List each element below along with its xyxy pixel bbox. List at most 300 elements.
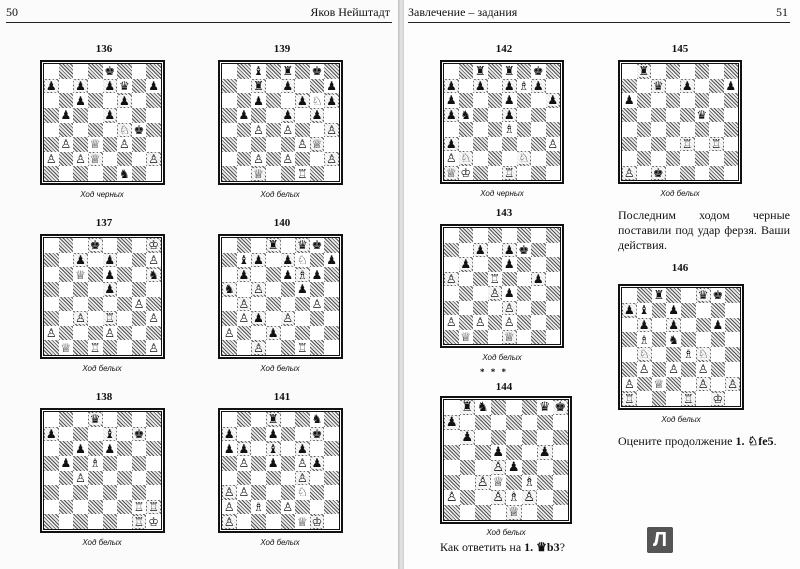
board-square xyxy=(237,412,252,427)
black-pawn-icon: ♟ xyxy=(253,252,264,267)
board-square xyxy=(324,238,339,253)
board-square xyxy=(637,166,652,181)
board-square xyxy=(502,137,517,152)
black-pawn-icon: ♟ xyxy=(75,441,86,456)
board-square xyxy=(724,64,739,79)
board-square xyxy=(59,93,74,108)
board-square xyxy=(222,427,237,442)
black-pawn-icon: ♟ xyxy=(282,267,294,282)
board-square xyxy=(88,282,103,297)
board-square xyxy=(281,412,296,427)
board-square xyxy=(680,108,695,123)
board-square xyxy=(237,253,252,268)
chess-board xyxy=(218,234,343,359)
board-square xyxy=(651,122,666,137)
black-rook-icon: ♜ xyxy=(503,64,515,79)
black-pawn-icon: ♟ xyxy=(532,271,544,286)
white-pawn-icon: ♙ xyxy=(75,470,86,485)
board-square xyxy=(666,303,681,318)
board-square xyxy=(295,427,310,442)
black-rook-icon: ♜ xyxy=(253,78,264,93)
board-square xyxy=(146,514,161,529)
board-square xyxy=(251,152,266,167)
black-pawn-icon: ♟ xyxy=(668,317,679,332)
board-square xyxy=(459,315,474,330)
board-square xyxy=(696,391,711,406)
board-square xyxy=(117,152,132,167)
board-square xyxy=(651,151,666,166)
board-square xyxy=(666,391,681,406)
board-square xyxy=(281,514,296,529)
white-rook-icon: ♖ xyxy=(710,136,722,151)
board-square xyxy=(295,514,310,529)
board-square xyxy=(59,456,74,471)
board-grid xyxy=(221,237,340,356)
board-square xyxy=(488,257,503,272)
board-square xyxy=(59,137,74,152)
board-square xyxy=(281,441,296,456)
board-square xyxy=(146,471,161,486)
problem-number: 139 xyxy=(273,43,291,55)
board-square xyxy=(88,427,103,442)
board-square xyxy=(666,332,681,347)
board-square xyxy=(310,108,325,123)
board-square xyxy=(324,340,339,355)
board-square xyxy=(444,272,459,287)
board-square xyxy=(506,505,522,520)
board-square xyxy=(117,441,132,456)
text-prefix: Оцените продолжение xyxy=(618,434,736,448)
board-square xyxy=(488,315,503,330)
board-square xyxy=(651,108,666,123)
board-square xyxy=(695,151,710,166)
board-square xyxy=(502,151,517,166)
black-knight-icon: ♞ xyxy=(119,166,130,181)
board-square xyxy=(444,79,459,94)
white-pawn-icon: ♙ xyxy=(148,340,160,355)
board-square xyxy=(622,79,637,94)
white-king-icon: ♔ xyxy=(148,514,160,529)
black-knight-icon: ♞ xyxy=(460,107,472,122)
black-king-icon: ♚ xyxy=(89,238,101,253)
board-square xyxy=(266,412,281,427)
board-square xyxy=(222,137,237,152)
board-square xyxy=(237,123,252,138)
running-head-right: Завлечение – задания xyxy=(408,5,518,19)
board-square xyxy=(237,311,252,326)
board-square xyxy=(251,326,266,341)
board-square xyxy=(473,79,488,94)
board-square xyxy=(546,243,561,258)
board-square xyxy=(724,166,739,181)
board-square xyxy=(310,412,325,427)
white-pawn-icon: ♙ xyxy=(104,326,116,341)
board-square xyxy=(295,137,310,152)
board-square xyxy=(103,253,118,268)
board-square xyxy=(103,485,118,500)
board-square xyxy=(117,427,132,442)
board-square xyxy=(324,311,339,326)
black-pawn-icon: ♟ xyxy=(445,136,457,151)
board-square xyxy=(724,122,739,137)
black-king-icon: ♚ xyxy=(554,400,567,415)
board-square xyxy=(502,228,517,243)
board-square xyxy=(506,400,522,415)
board-square xyxy=(295,238,310,253)
board-square xyxy=(473,330,488,345)
board-square xyxy=(709,122,724,137)
board-square xyxy=(473,151,488,166)
side-to-move-caption: Ход черных xyxy=(480,189,524,198)
board-square xyxy=(709,79,724,94)
board-square xyxy=(473,301,488,316)
board-square xyxy=(251,441,266,456)
board-square xyxy=(666,377,681,392)
board-square xyxy=(295,267,310,282)
board-square xyxy=(222,297,237,312)
board-square xyxy=(44,137,59,152)
board-square xyxy=(73,93,88,108)
board-square xyxy=(251,297,266,312)
board-square xyxy=(295,412,310,427)
board-square xyxy=(281,500,296,515)
board-square xyxy=(531,286,546,301)
black-knight-icon: ♞ xyxy=(223,282,235,297)
board-square xyxy=(103,500,118,515)
board-square xyxy=(59,166,74,181)
board-square xyxy=(237,441,252,456)
white-pawn-icon: ♙ xyxy=(253,340,264,355)
board-square xyxy=(222,152,237,167)
board-square xyxy=(266,485,281,500)
board-square xyxy=(103,514,118,529)
board-square xyxy=(324,137,339,152)
board-square xyxy=(506,475,522,490)
board-square xyxy=(88,137,103,152)
board-square xyxy=(680,166,695,181)
white-knight-icon: ♘ xyxy=(697,347,709,362)
board-square xyxy=(281,485,296,500)
board-square xyxy=(324,485,339,500)
board-square xyxy=(711,362,726,377)
board-grid xyxy=(621,63,739,181)
board-square xyxy=(44,282,59,297)
board-square xyxy=(103,108,118,123)
board-square xyxy=(251,64,266,79)
board-square xyxy=(666,166,681,181)
white-pawn-icon: ♙ xyxy=(503,315,515,330)
board-square xyxy=(537,415,553,430)
board-square xyxy=(681,303,696,318)
white-bishop-icon: ♗ xyxy=(297,267,308,282)
problem-146-text xyxy=(618,434,798,449)
white-pawn-icon: ♙ xyxy=(523,490,536,505)
black-pawn-icon: ♟ xyxy=(445,415,458,430)
board-square xyxy=(103,297,118,312)
board-square xyxy=(473,93,488,108)
question-move: 1. ♛b3 xyxy=(524,540,560,554)
board-square xyxy=(103,326,118,341)
side-to-move-caption: Ход черных xyxy=(80,190,124,199)
white-pawn-icon: ♙ xyxy=(474,315,486,330)
board-square xyxy=(222,64,237,79)
black-rook-icon: ♜ xyxy=(638,64,650,79)
board-square xyxy=(666,318,681,333)
board-square xyxy=(444,301,459,316)
board-square xyxy=(44,64,59,79)
board-square xyxy=(709,93,724,108)
board-square xyxy=(281,253,296,268)
board-square xyxy=(73,297,88,312)
board-square xyxy=(473,272,488,287)
black-king-icon: ♚ xyxy=(311,238,323,253)
problem-number: 140 xyxy=(273,217,291,229)
board-square xyxy=(117,123,132,138)
board-square xyxy=(73,152,88,167)
board-square xyxy=(146,152,161,167)
board-square xyxy=(266,282,281,297)
board-square xyxy=(281,282,296,297)
board-square xyxy=(132,311,147,326)
board-square xyxy=(460,430,476,445)
board-square xyxy=(637,303,652,318)
board-square xyxy=(502,79,517,94)
board-square xyxy=(103,267,118,282)
board-square xyxy=(324,79,339,94)
white-queen-icon: ♕ xyxy=(460,329,472,344)
black-pawn-icon: ♟ xyxy=(623,93,635,108)
black-pawn-icon: ♟ xyxy=(311,267,323,282)
board-square xyxy=(59,267,74,282)
black-pawn-icon: ♟ xyxy=(297,441,308,456)
board-square xyxy=(59,340,74,355)
board-square xyxy=(553,400,569,415)
board-square xyxy=(222,514,237,529)
board-square xyxy=(652,288,667,303)
running-head-left: Яков Нейштадт xyxy=(310,5,390,19)
board-square xyxy=(491,460,507,475)
white-rook-icon: ♖ xyxy=(89,340,101,355)
board-square xyxy=(517,272,532,287)
black-pawn-icon: ♟ xyxy=(267,456,279,471)
page-number-right: 51 xyxy=(776,5,788,19)
board-square xyxy=(103,137,118,152)
board-square xyxy=(251,427,266,442)
board-square xyxy=(266,456,281,471)
board-square xyxy=(132,471,147,486)
board-square xyxy=(132,137,147,152)
board-square xyxy=(59,108,74,123)
white-knight-icon: ♘ xyxy=(297,252,308,267)
board-square xyxy=(295,471,310,486)
board-square xyxy=(88,238,103,253)
black-bishop-icon: ♝ xyxy=(238,252,250,267)
board-square xyxy=(73,238,88,253)
board-square xyxy=(637,347,652,362)
black-pawn-icon: ♟ xyxy=(223,441,235,456)
board-square xyxy=(310,297,325,312)
board-square xyxy=(696,347,711,362)
board-square xyxy=(310,152,325,167)
white-knight-icon: ♘ xyxy=(518,151,530,166)
board-square xyxy=(146,427,161,442)
board-square xyxy=(237,166,252,181)
board-square xyxy=(146,500,161,515)
black-pawn-icon: ♟ xyxy=(104,441,116,456)
board-square xyxy=(103,152,118,167)
board-square xyxy=(103,79,118,94)
board-square xyxy=(553,505,569,520)
board-square xyxy=(251,253,266,268)
white-pawn-icon: ♙ xyxy=(668,362,679,377)
board-square xyxy=(444,166,459,181)
black-pawn-icon: ♟ xyxy=(75,93,86,108)
board-square xyxy=(237,500,252,515)
board-square xyxy=(132,267,147,282)
board-square xyxy=(488,79,503,94)
board-square xyxy=(537,490,553,505)
board-square xyxy=(502,301,517,316)
board-square xyxy=(666,362,681,377)
black-pawn-icon: ♟ xyxy=(326,93,338,108)
board-square xyxy=(502,330,517,345)
board-square xyxy=(73,267,88,282)
board-square xyxy=(88,253,103,268)
board-square xyxy=(146,137,161,152)
chess-board xyxy=(40,408,165,533)
board-square xyxy=(460,445,476,460)
board-square xyxy=(475,445,491,460)
board-square xyxy=(281,137,296,152)
board-square xyxy=(637,332,652,347)
text-move: 1. ♘fe5 xyxy=(735,434,774,448)
black-pawn-icon: ♟ xyxy=(503,93,515,108)
board-square xyxy=(310,93,325,108)
problem-number: 141 xyxy=(273,391,291,403)
board-square xyxy=(488,93,503,108)
board-square xyxy=(251,282,266,297)
white-pawn-icon: ♙ xyxy=(623,376,635,391)
board-square xyxy=(88,267,103,282)
board-square xyxy=(709,166,724,181)
board-square xyxy=(73,79,88,94)
board-square xyxy=(266,471,281,486)
board-square xyxy=(73,282,88,297)
board-square xyxy=(251,93,266,108)
black-pawn-icon: ♟ xyxy=(75,78,86,93)
board-square xyxy=(444,445,460,460)
white-bishop-icon: ♗ xyxy=(682,347,694,362)
board-square xyxy=(666,64,681,79)
board-square xyxy=(59,64,74,79)
board-square xyxy=(324,108,339,123)
white-pawn-icon: ♙ xyxy=(297,137,308,152)
board-square xyxy=(295,79,310,94)
board-square xyxy=(310,123,325,138)
board-square xyxy=(146,297,161,312)
board-square xyxy=(222,93,237,108)
white-bishop-icon: ♗ xyxy=(89,456,101,471)
board-square xyxy=(724,93,739,108)
board-square xyxy=(491,505,507,520)
board-square xyxy=(537,445,553,460)
board-square xyxy=(502,243,517,258)
white-knight-icon: ♘ xyxy=(638,347,650,362)
white-pawn-icon: ♙ xyxy=(223,326,235,341)
board-square xyxy=(266,64,281,79)
board-square xyxy=(44,340,59,355)
board-square xyxy=(281,108,296,123)
board-square xyxy=(310,137,325,152)
board-square xyxy=(251,137,266,152)
board-square xyxy=(88,64,103,79)
white-bishop-icon: ♗ xyxy=(253,500,264,515)
black-bishop-icon: ♝ xyxy=(267,441,279,456)
board-square xyxy=(132,123,147,138)
white-knight-icon: ♘ xyxy=(311,93,323,108)
board-square xyxy=(695,108,710,123)
board-square xyxy=(117,471,132,486)
board-square xyxy=(237,152,252,167)
black-bishop-icon: ♝ xyxy=(638,303,650,318)
board-square xyxy=(460,400,476,415)
board-square xyxy=(695,79,710,94)
black-pawn-icon: ♟ xyxy=(75,252,86,267)
board-square xyxy=(237,93,252,108)
board-square xyxy=(459,286,474,301)
board-square xyxy=(310,79,325,94)
board-square xyxy=(295,297,310,312)
board-square xyxy=(44,485,59,500)
board-square xyxy=(73,166,88,181)
black-pawn-icon: ♟ xyxy=(311,456,323,471)
board-square xyxy=(251,166,266,181)
board-square xyxy=(266,166,281,181)
black-pawn-icon: ♟ xyxy=(503,257,515,272)
board-square xyxy=(475,460,491,475)
board-square xyxy=(444,286,459,301)
board-square xyxy=(475,430,491,445)
board-square xyxy=(502,257,517,272)
board-square xyxy=(88,152,103,167)
problem-number: 145 xyxy=(671,43,689,55)
board-square xyxy=(310,471,325,486)
black-pawn-icon: ♟ xyxy=(238,267,250,282)
board-square xyxy=(266,340,281,355)
board-square xyxy=(622,64,637,79)
white-queen-icon: ♕ xyxy=(60,340,72,355)
board-square xyxy=(59,311,74,326)
board-square xyxy=(459,122,474,137)
board-square xyxy=(491,400,507,415)
black-pawn-icon: ♟ xyxy=(104,78,116,93)
black-pawn-icon: ♟ xyxy=(238,441,250,456)
board-grid xyxy=(221,411,340,530)
board-square xyxy=(711,318,726,333)
board-square xyxy=(146,108,161,123)
board-square xyxy=(117,93,132,108)
board-square xyxy=(73,311,88,326)
board-square xyxy=(517,228,532,243)
black-pawn-icon: ♟ xyxy=(223,426,235,441)
board-square xyxy=(237,108,252,123)
board-square xyxy=(281,297,296,312)
board-grid xyxy=(43,411,162,530)
board-square xyxy=(506,490,522,505)
board-square xyxy=(88,326,103,341)
white-pawn-icon: ♙ xyxy=(253,282,264,297)
board-grid xyxy=(43,237,162,356)
